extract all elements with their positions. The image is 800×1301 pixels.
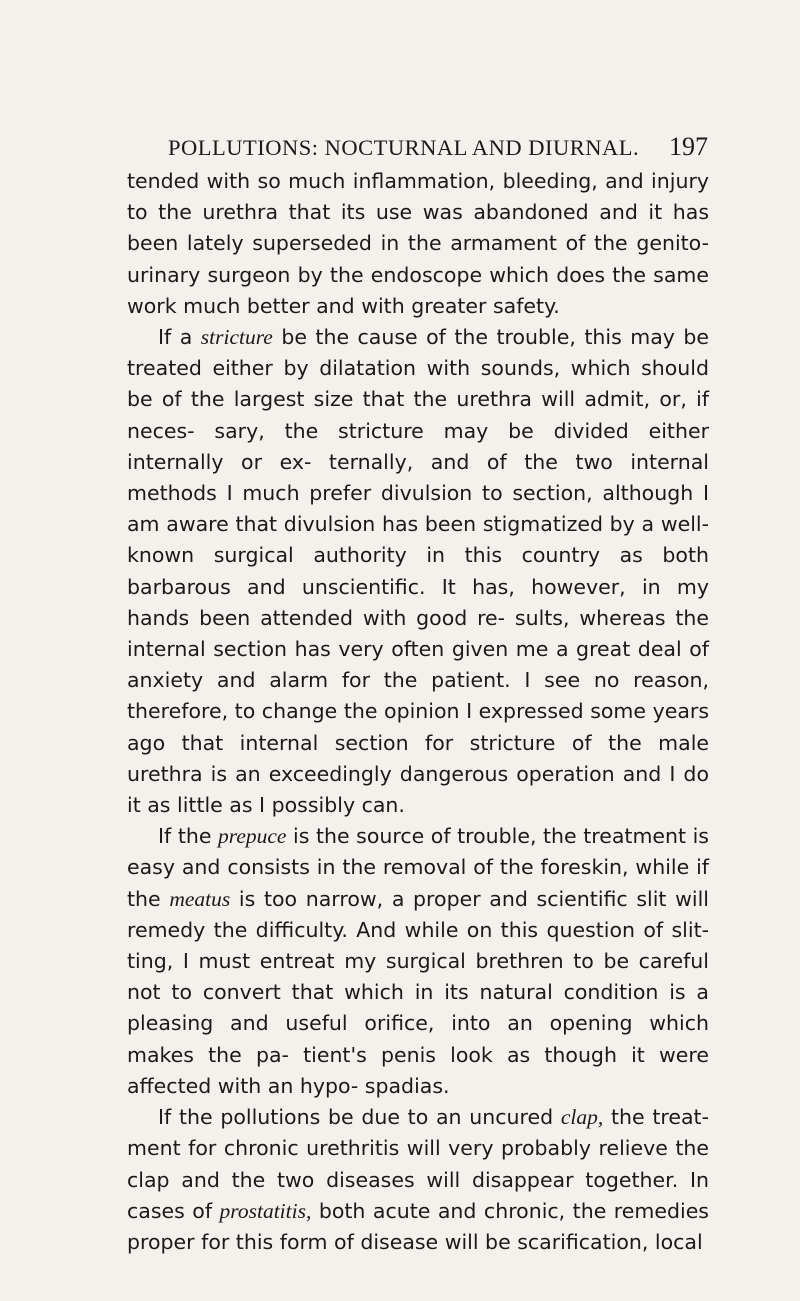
running-title: POLLUTIONS: NOCTURNAL AND DIURNAL. — [168, 135, 640, 160]
paragraph-3 — [127, 821, 709, 1102]
paragraph-4 — [127, 1102, 709, 1258]
text-run: If the — [158, 824, 219, 849]
paragraph-1 — [127, 166, 709, 322]
running-header — [168, 132, 708, 162]
italic-term: prepuce — [218, 824, 287, 849]
text-run: If the pollutions be due to an uncured — [158, 1105, 561, 1130]
italic-term: stricture — [200, 325, 273, 350]
text-run: tended with so much inflammation, bleeding, and injury to the urethra that its use was abandoned and it has been lately superseded in the armament of the genito-urinary surgeon by the endoscope which does the same work much better and with greater safety. — [127, 169, 709, 318]
text-run: is the source of trouble, the treatment is easy and consists in the removal of the foreskin, while if the — [127, 824, 709, 911]
italic-term: prostatitis, — [219, 1198, 312, 1223]
italic-term: clap, — [560, 1105, 604, 1130]
body-text — [127, 166, 709, 1258]
text-run: be the cause of the trouble, this may be treated either by dilatation with sounds, which should be of the largest size that the urethra will admit, or, if neces- sary, the stricture may be divided either internally or ex- ternally, and of the two internal methods I much prefer divulsion to section, although I am aware that divulsion has been stigmatized by a well-known surgical authority in this country as both barbarous and unscientific. It has, however, in my hands been attended with good re- sults, whereas the internal section has very often given me a great deal of anxiety and alarm for the patient. I see no reason, therefore, to change the opinion I expressed some years ago that internal section for stricture of the male urethra is an exceedingly dangerous operation and I do it as little as I possibly can. — [127, 325, 709, 818]
text-run: If a — [158, 325, 201, 350]
text-run: both acute and chronic, the remedies proper for this form of disease will be scarification, local — [127, 1198, 709, 1254]
italic-term: meatus — [169, 886, 231, 911]
text-run: is too narrow, a proper and scientific slit will remedy the difficulty. And while on this question of slit- ting, I must entreat my surgical brethren to be careful not to convert that which in its natural condition is a pleasing and useful orifice, into an opening which makes the pa- tient's penis look as though it were affected with an hypo- spadias. — [127, 886, 709, 1098]
text-run: the treat- ment for chronic urethritis will very probably relieve the clap and the two diseases will disappear together. In cases of — [127, 1105, 709, 1223]
page-number: 197 — [669, 132, 708, 161]
paragraph-2 — [127, 322, 709, 821]
